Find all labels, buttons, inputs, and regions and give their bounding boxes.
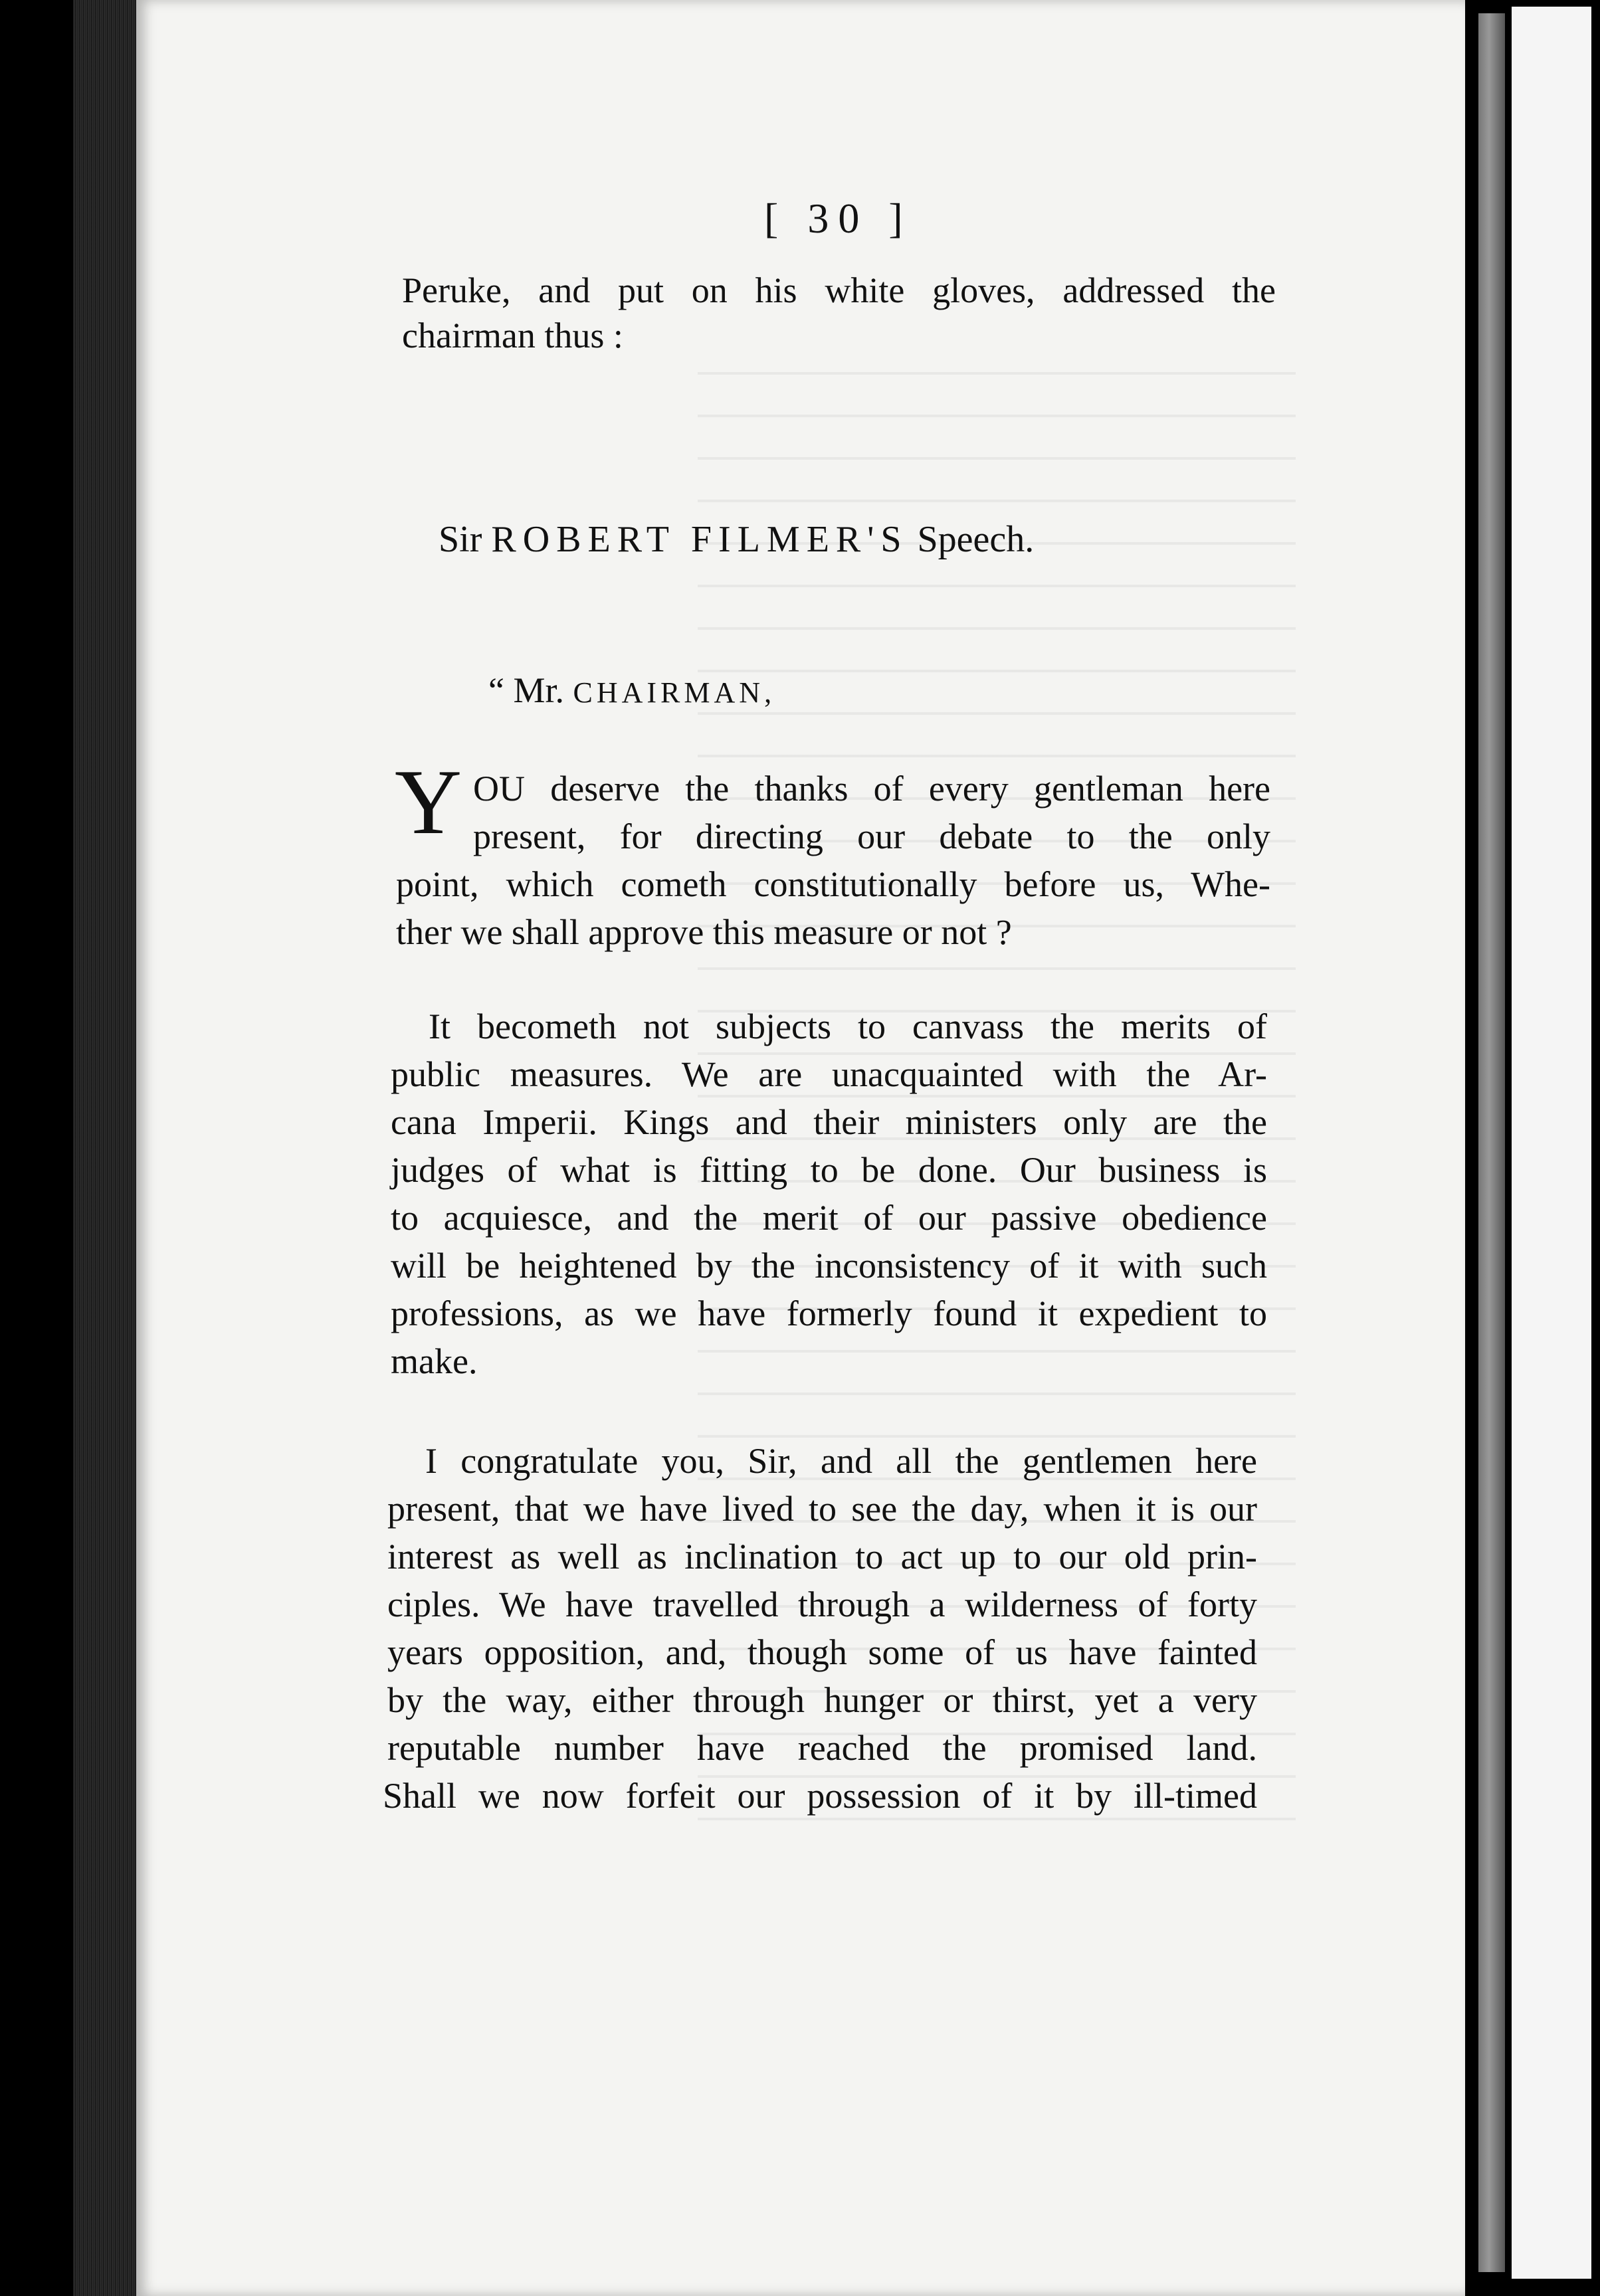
heading-name: ROBERT FILMER'S (491, 519, 908, 560)
p3-line-8: Shall we now forfeit our possession of it by ill-timed (383, 1776, 1257, 1816)
p1-line-3: point, which cometh constitutionally before us, Whe- (396, 864, 1270, 904)
speech-heading (439, 518, 1034, 561)
show-through-text (698, 332, 1296, 1860)
p2-line-7: professions, as we have formerly found it expedient to (391, 1293, 1267, 1333)
heading-prefix: Sir (439, 519, 482, 560)
p2-line-2: public measures. We are unacquainted with the Ar- (391, 1054, 1267, 1094)
book-page-edges (73, 0, 143, 2296)
p1-line-1: OU deserve the thanks of every gentleman here (473, 769, 1270, 809)
p1-line-2: present, for directing our debate to the only (473, 816, 1270, 856)
continuation-line-2: chairman thus : (402, 316, 623, 355)
p2-line-5: to acquiesce, and the merit of our passive obedience (391, 1198, 1267, 1238)
p2-line-4: judges of what is fitting to be done. Our business is (391, 1150, 1267, 1190)
adjacent-page-edge (1512, 7, 1591, 2279)
continuation-line-1: Peruke, and put on his white gloves, addressed the (402, 270, 1276, 310)
p3-line-1: I congratulate you, Sir, and all the gentlemen here (425, 1441, 1257, 1481)
p1-line-4: ther we shall approve this measure or not ? (396, 912, 1012, 952)
adjacent-page-strip (1465, 0, 1600, 2296)
p2-line-6: will be heightened by the inconsistency of it with such (391, 1246, 1267, 1286)
salutation-open: “ Mr. (488, 670, 564, 710)
heading-suffix: Speech. (917, 519, 1035, 560)
p3-line-7: reputable number have reached the promised land. (387, 1728, 1257, 1768)
page-number: [ 30 ] (764, 195, 912, 242)
p3-line-2: present, that we have lived to see the day, when it is our (387, 1489, 1257, 1529)
p2-line-3: cana Imperii. Kings and their ministers only are the (391, 1102, 1267, 1142)
p2-line-8: make. (391, 1341, 478, 1381)
p3-line-5: years opposition, and, though some of us have fainted (387, 1632, 1257, 1672)
binding-shadow (1478, 13, 1505, 2272)
drop-capital: Y (395, 751, 462, 854)
salutation (488, 670, 775, 711)
p3-line-6: by the way, either through hunger or thirst, yet a very (387, 1680, 1257, 1720)
p3-line-4: ciples. We have travelled through a wilderness of forty (387, 1584, 1257, 1624)
p3-line-3: interest as well as inclination to act up to our old prin- (387, 1537, 1257, 1577)
salutation-name: CHAIRMAN, (573, 676, 776, 709)
p2-line-1: It becometh not subjects to canvass the merits of (429, 1006, 1267, 1046)
